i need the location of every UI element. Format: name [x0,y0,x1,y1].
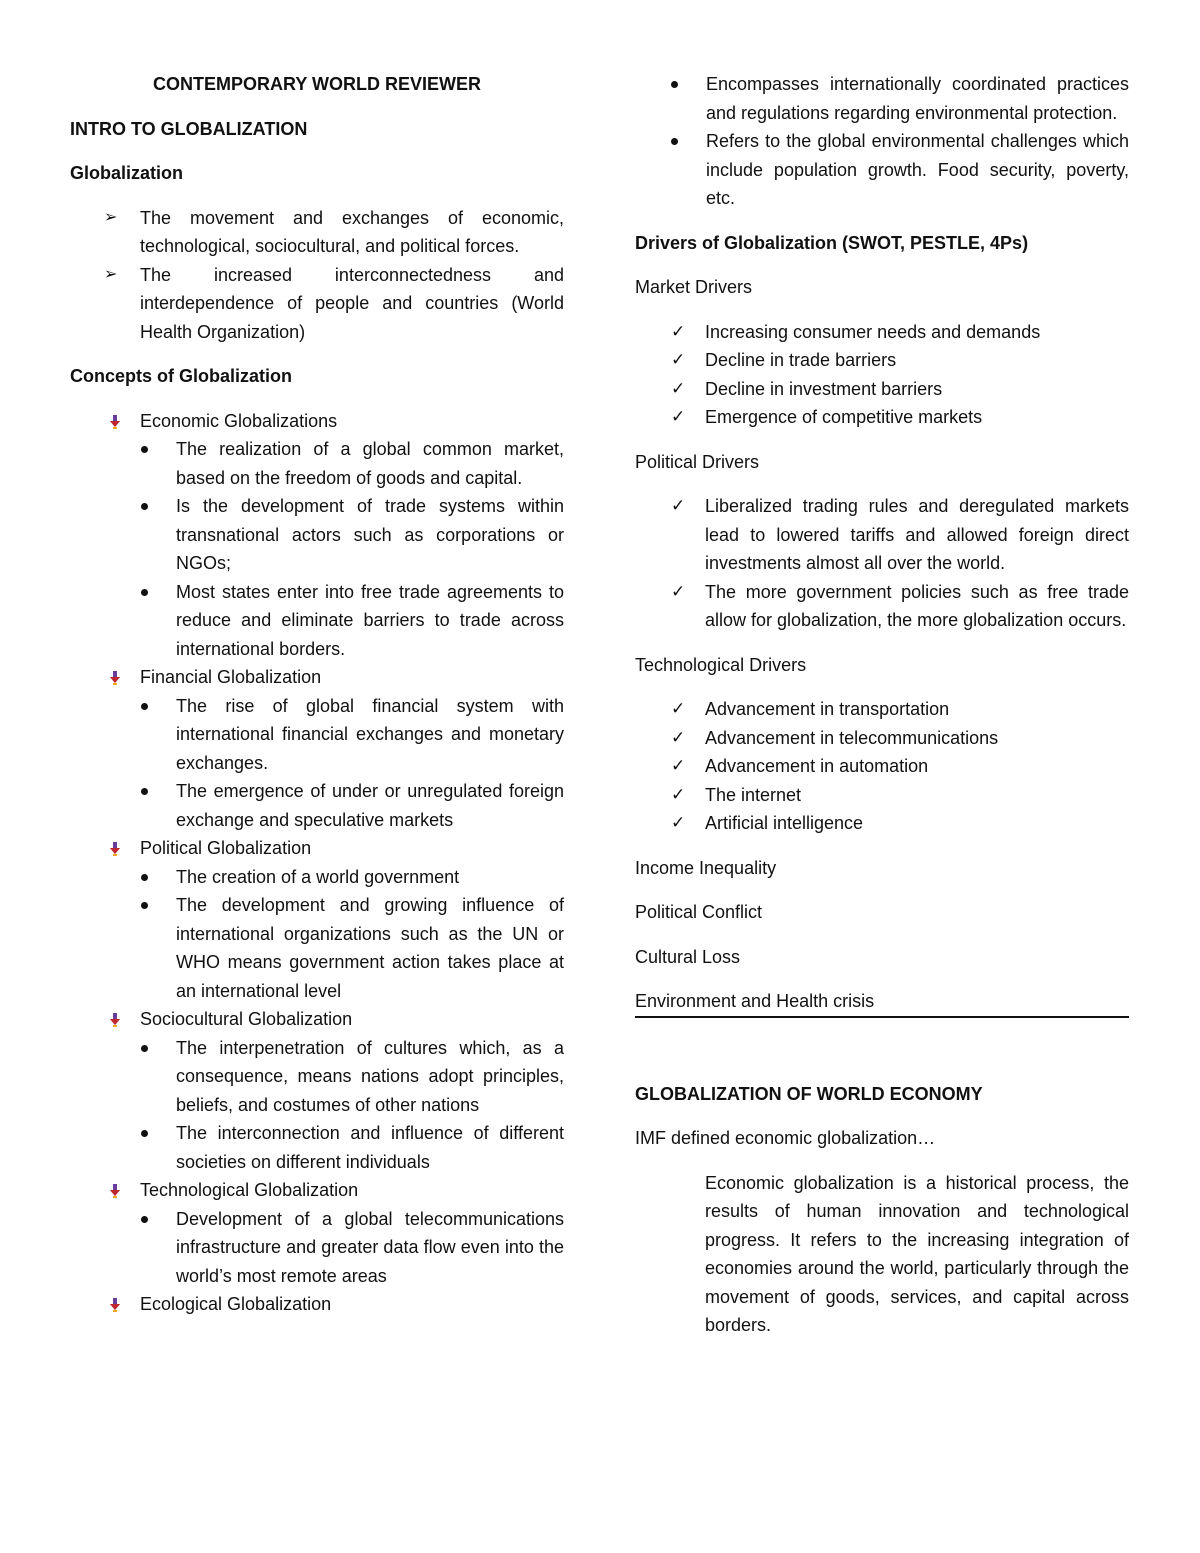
ecological-points [635,70,1129,213]
intro-heading: INTRO TO GLOBALIZATION [70,118,308,139]
arrowhead-bullet-icon: ➢ [104,208,118,226]
list-item: Is the development of trade systems within transnational actors such as corporations or NGOs; [70,492,564,578]
checkmark-icon: ✓ [671,378,686,398]
concept-list [70,407,564,1319]
market-drivers-heading: Market Drivers [635,277,753,297]
dot-bullet-icon [141,788,148,795]
arrowhead-bullet-icon: ➢ [104,265,118,283]
dot-bullet-icon [141,874,148,881]
pushpin-arrow-icon [108,415,122,429]
list-item: ✓ The more government policies such as free trade allow for globalization, the more globalization occurs. [635,578,1129,635]
technological-drivers-list [635,695,1129,838]
right-column [635,70,1129,1340]
dot-bullet-icon [671,81,678,88]
list-item: ✓ The internet [635,781,1129,810]
list-item: The emergence of under or unregulated foreign exchange and speculative markets [70,777,564,834]
pushpin-arrow-icon [108,1298,122,1312]
pushpin-arrow-icon [108,1184,122,1198]
dot-bullet-icon [671,138,678,145]
political-drivers-list [635,492,1129,635]
left-column [70,70,564,1319]
political-conflict-heading: Political Conflict [635,902,763,922]
list-item: The interpenetration of cultures which, as a consequence, means nations adopt principles, beliefs, and costumes of other nations [70,1034,564,1120]
list-item: The development and growing influence of international organizations such as the UN or WHO means government action takes place at an international level [70,891,564,1005]
dot-bullet-icon [141,589,148,596]
pushpin-arrow-icon [108,842,122,856]
list-item: ✓ Advancement in automation [635,752,1129,781]
list-item: Most states enter into free trade agreements to reduce and eliminate barriers to trade across international borders. [70,578,564,664]
list-item: ✓ Decline in investment barriers [635,375,1129,404]
income-inequality-heading: Income Inequality [635,857,777,878]
dot-bullet-icon [141,703,148,710]
list-item: Encompasses internationally coordinated practices and regulations regarding environmental protection. [600,70,1129,127]
concepts-heading: Concepts of Globalization [70,366,293,386]
political-drivers-heading: Political Drivers [635,451,760,472]
checkmark-icon: ✓ [671,496,686,515]
list-item: The realization of a global common market, based on the freedom of goods and capital. [70,435,564,492]
list-item: The interconnection and influence of different societies on different individuals [70,1119,564,1176]
checkmark-icon: ✓ [671,699,686,718]
technological-drivers-heading: Technological Drivers [635,654,807,675]
checkmark-icon: ✓ [671,407,686,426]
list-item: ✓ Advancement in transportation [635,695,1129,724]
dot-bullet-icon [141,1130,148,1137]
checkmark-icon: ✓ [671,813,686,832]
world-economy-heading: GLOBALIZATION OF WORLD ECONOMY [635,1083,983,1104]
concept-item: Ecological Globalization [70,1290,564,1319]
checkmark-icon: ✓ [671,784,686,804]
imf-quote: Economic globalization is a historical process, the results of human innovation and technological progress. It refers to the increasing integration of economies around the world, particularly through the movement of goods, services, and capital across borders. [705,1172,1129,1335]
concept-item: Economic Globalizations [70,407,564,436]
document-title: CONTEMPORARY WORLD REVIEWER [152,74,481,94]
concept-item: Financial Globalization [70,663,564,692]
checkmark-icon: ✓ [671,581,686,601]
list-item: ✓ Liberalized trading rules and deregulated markets lead to lowered tariffs and allowed foreign direct investments almost all over the world. [635,492,1129,578]
pushpin-arrow-icon [108,671,122,685]
concept-item: Technological Globalization [70,1176,564,1205]
list-item: Development of a global telecommunications infrastructure and greater data flow even into the world’s most remote areas [70,1205,564,1291]
pushpin-arrow-icon [108,1013,122,1027]
concept-item: Political Globalization [70,834,564,863]
dot-bullet-icon [141,446,148,453]
list-item: ➢ The movement and exchanges of economic, technological, sociocultural, and political forces. [70,204,564,261]
list-item: ✓ Advancement in telecommunications [635,724,1129,753]
environment-heading: Environment and Health crisis [635,987,1129,1018]
list-item: ✓ Decline in trade barriers [635,346,1129,375]
list-item: ✓ Artificial intelligence [635,809,1129,838]
list-item: ✓ Increasing consumer needs and demands [635,318,1129,347]
checkmark-icon: ✓ [671,350,686,369]
dot-bullet-icon [141,902,148,909]
dot-bullet-icon [141,1045,148,1052]
market-drivers-list [635,318,1129,432]
list-item: Refers to the global environmental challenges which include population growth. Food security, poverty, etc. [600,127,1129,213]
list-item: The rise of global financial system with international financial exchanges and monetary exchanges. [70,692,564,778]
dot-bullet-icon [141,1216,148,1223]
checkmark-icon: ✓ [671,321,686,341]
list-item: ✓ Emergence of competitive markets [635,403,1129,432]
globalization-heading: Globalization [70,163,184,183]
drivers-heading: Drivers of Globalization (SWOT, PESTLE, 4Ps) [635,232,1029,253]
dot-bullet-icon [141,503,148,510]
checkmark-icon: ✓ [671,727,686,747]
concept-item: Sociocultural Globalization [70,1005,564,1034]
definition-list [70,204,564,347]
cultural-loss-heading: Cultural Loss [635,946,741,967]
list-item: The creation of a world government [70,863,564,892]
imf-heading: IMF defined economic globalization… [635,1128,936,1148]
list-item: ➢ The increased interconnectedness and interdependence of people and countries (World Health Organization) [70,261,564,347]
checkmark-icon: ✓ [671,756,686,775]
